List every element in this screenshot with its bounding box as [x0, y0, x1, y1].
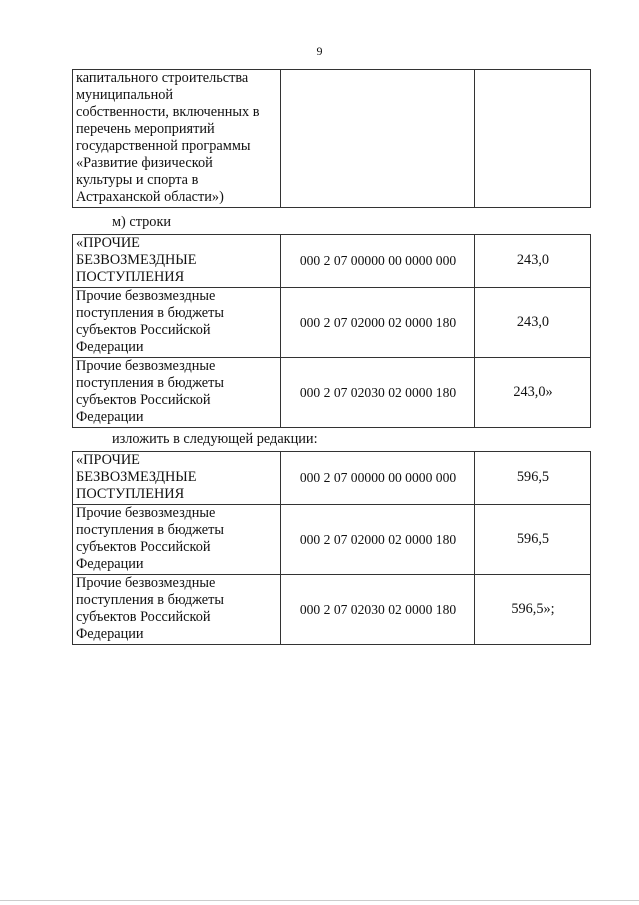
name-line: государственной программы [76, 138, 251, 154]
value-cell [475, 70, 591, 208]
name-line: БЕЗВОЗМЕЗДНЫЕ [76, 469, 197, 485]
new-rows-table [72, 451, 591, 645]
value-cell: 596,5 [475, 505, 591, 575]
code-cell: 000 2 07 02030 02 0000 180 [281, 575, 475, 645]
old-rows-table [72, 234, 591, 428]
table-row [73, 505, 591, 575]
value-cell: 243,0 [475, 235, 591, 288]
value-cell: 243,0» [475, 358, 591, 428]
name-line: Астраханской области») [76, 189, 224, 205]
name-line: поступления в бюджеты [76, 305, 225, 321]
name-line: поступления в бюджеты [76, 522, 225, 538]
name-line: БЕЗВОЗМЕЗДНЫЕ [76, 252, 197, 268]
code-cell: 000 2 07 02030 02 0000 180 [281, 358, 475, 428]
name-line: Федерации [76, 339, 144, 355]
code-cell: 000 2 07 00000 00 0000 000 [281, 235, 475, 288]
name-cell [73, 235, 281, 288]
name-line: культуры и спорта в [76, 172, 199, 188]
name-cell [73, 288, 281, 358]
table-row [73, 70, 591, 208]
code-cell: 000 2 07 02000 02 0000 180 [281, 288, 475, 358]
name-cell [73, 575, 281, 645]
name-line: субъектов Российской [76, 609, 211, 625]
name-line: субъектов Российской [76, 539, 211, 555]
table-row [73, 288, 591, 358]
middle-text: изложить в следующей редакции: [112, 431, 318, 447]
name-cell [73, 358, 281, 428]
name-line: Федерации [76, 409, 144, 425]
name-line: собственности, включенных в [76, 104, 260, 120]
name-line: Федерации [76, 626, 144, 642]
name-line: «ПРОЧИЕ [76, 235, 140, 251]
page-bottom-edge [0, 900, 639, 901]
name-cell [73, 70, 281, 208]
name-line: ПОСТУПЛЕНИЯ [76, 486, 185, 502]
name-line: субъектов Российской [76, 322, 211, 338]
name-line: субъектов Российской [76, 392, 211, 408]
name-line: Прочие безвозмездные [76, 505, 216, 521]
name-line: ПОСТУПЛЕНИЯ [76, 269, 185, 285]
name-cell [73, 505, 281, 575]
code-cell: 000 2 07 00000 00 0000 000 [281, 452, 475, 505]
name-line: «ПРОЧИЕ [76, 452, 140, 468]
code-cell: 000 2 07 02000 02 0000 180 [281, 505, 475, 575]
name-line: поступления в бюджеты [76, 592, 225, 608]
name-line: перечень мероприятий [76, 121, 215, 137]
table-row [73, 235, 591, 288]
name-line: Прочие безвозмездные [76, 575, 216, 591]
continuation-table [72, 69, 591, 208]
name-line: поступления в бюджеты [76, 375, 225, 391]
table-row [73, 575, 591, 645]
code-cell [281, 70, 475, 208]
intro-text: м) строки [112, 214, 172, 230]
name-line: «Развитие физической [76, 155, 213, 171]
page-number: 9 [316, 44, 323, 58]
name-line: муниципальной [76, 87, 174, 103]
name-cell [73, 452, 281, 505]
name-line: Федерации [76, 556, 144, 572]
table-row [73, 358, 591, 428]
value-cell: 596,5»; [475, 575, 591, 645]
name-line: капитального строительства [76, 70, 249, 86]
name-line: Прочие безвозмездные [76, 358, 216, 374]
name-line: Прочие безвозмездные [76, 288, 216, 304]
value-cell: 243,0 [475, 288, 591, 358]
table-row [73, 452, 591, 505]
value-cell: 596,5 [475, 452, 591, 505]
